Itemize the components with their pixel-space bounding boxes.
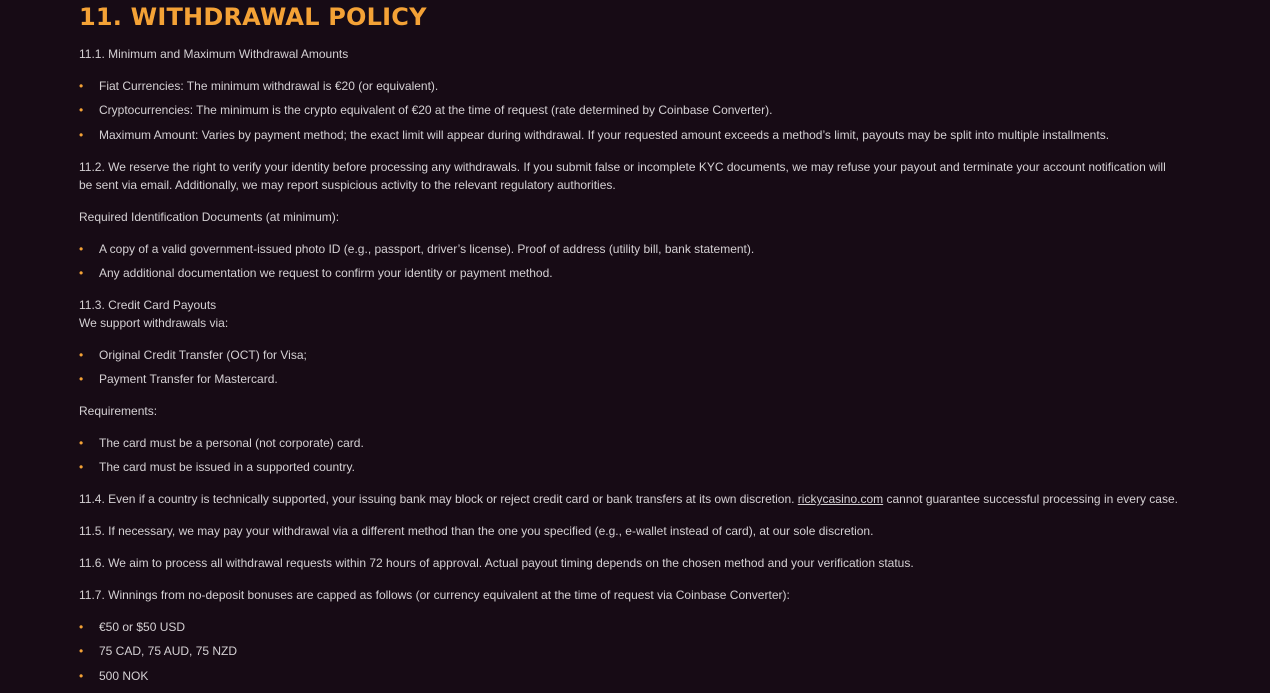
bullet-icon: • [79, 242, 84, 256]
section-11-4-text: 11.4. Even if a country is technically supported, your issuing bank may block or reject credit card or bank transfers at its own discretion. rickycasino.com cannot guarantee successful processing in every case. [79, 492, 1178, 506]
requirements-heading: Requirements: [79, 404, 158, 418]
section-11-3-intro: We support withdrawals via: [79, 316, 229, 330]
required-documents-heading: Required Identification Documents (at minimum): [79, 210, 340, 224]
section-11-7-text: 11.7. Winnings from no-deposit bonuses are capped as follows (or currency equivalent at the time of request via Coinbase Converter): [79, 588, 790, 602]
bullet-icon: • [79, 436, 84, 450]
section-11-2-text: 11.2. We reserve the right to verify your identity before processing any withdrawals. If you submit false or incomplete KYC documents, we may refuse your payout and terminate your account notification will be sent via email. Additionally, we may report suspicious activity to the relevant regulatory authorities. [79, 160, 1166, 192]
bullet-icon: • [79, 644, 84, 658]
section-11-6-text: 11.6. We aim to process all withdrawal requests within 72 hours of approval. Actual payout timing depends on the chosen method and your verification status. [79, 556, 914, 570]
bullet-icon: • [79, 266, 84, 280]
bullet-icon: • [79, 348, 84, 362]
bullet-icon: • [79, 460, 84, 474]
section-11-3-heading: 11.3. Credit Card Payouts [79, 298, 217, 312]
bullet-icon: • [79, 79, 84, 93]
section-11-5-text: 11.5. If necessary, we may pay your withdrawal via a different method than the one you specified (e.g., e-wallet instead of card), at our sole discretion. [79, 524, 874, 538]
bullet-icon: • [79, 128, 84, 142]
rickycasino-link[interactable]: rickycasino.com [797, 492, 884, 506]
bullet-icon: • [79, 620, 84, 634]
bullet-icon: • [79, 669, 84, 683]
section-11-1-heading: 11.1. Minimum and Maximum Withdrawal Amounts [79, 47, 349, 61]
bullet-icon: • [79, 372, 84, 386]
page-title: 11. WITHDRAWAL POLICY [79, 3, 427, 31]
bullet-icon: • [79, 103, 84, 117]
